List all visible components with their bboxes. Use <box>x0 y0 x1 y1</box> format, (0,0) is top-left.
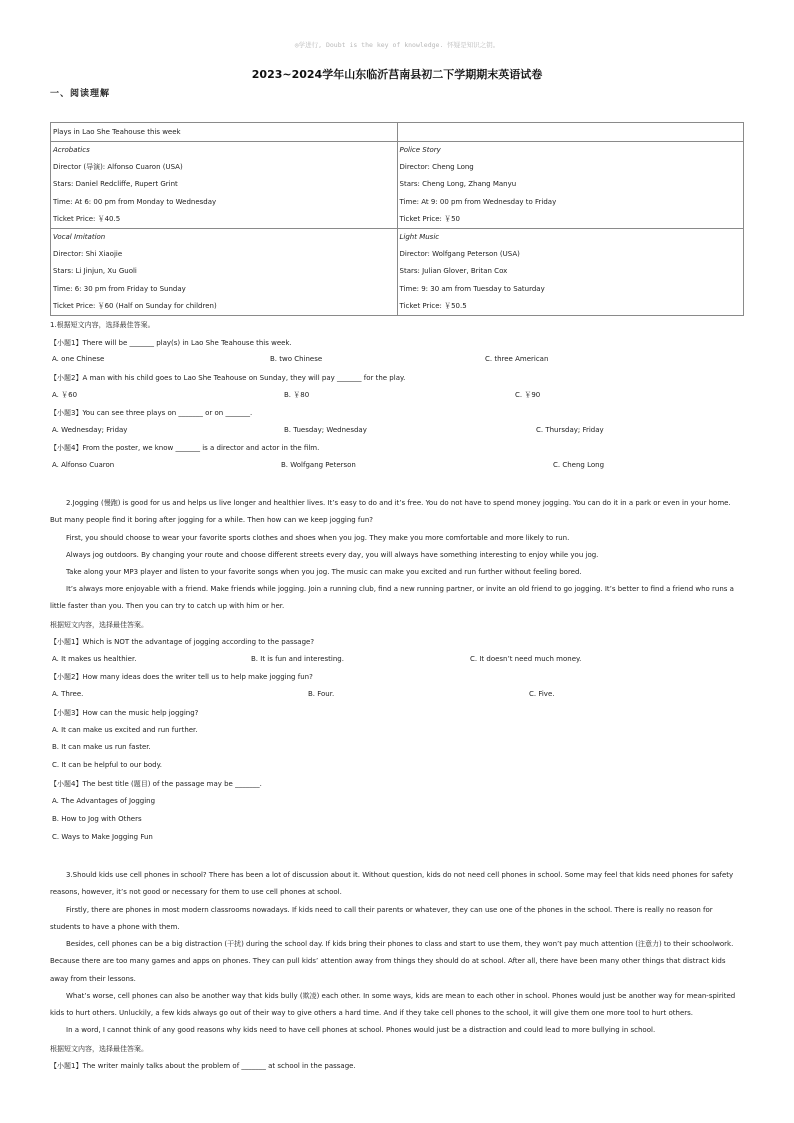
plays-table <box>50 122 744 316</box>
question-intro: 1.根据短文内容，选择最佳答案。 <box>50 321 155 329</box>
option-c[interactable]: C. Ways to Make Jogging Fun <box>52 833 153 841</box>
option-b[interactable]: B. Wolfgang Peterson <box>281 461 356 469</box>
option-c[interactable]: C. It can be helpful to our body. <box>52 761 162 769</box>
play-director: Director: Shi Xiaojie <box>53 250 123 259</box>
passage-paragraph: First, you should choose to wear your favorite sports clothes and shoes when you jog. They make you more comfortable and more likely to run. <box>66 534 570 542</box>
table-header-cell <box>51 123 398 142</box>
option-c[interactable]: C. Five. <box>529 690 555 698</box>
play-director: Director: Wolfgang Peterson (USA) <box>399 250 520 259</box>
play-stars: Stars: Julian Glover, Britan Cox <box>399 267 508 276</box>
option-c[interactable]: C. Cheng Long <box>553 461 605 469</box>
play-director: Director: Cheng Long <box>399 163 474 172</box>
play-stars: Stars: Daniel Redcliffe, Rupert Grint <box>53 180 178 189</box>
option-c[interactable]: C. Thursday; Friday <box>536 426 604 434</box>
play-name: Acrobatics <box>53 146 90 154</box>
play-name: Light Music <box>399 232 440 241</box>
question-intro: 根据短文内容，选择最佳答案。 <box>50 621 148 629</box>
table-header-text: Plays in Lao She Teahouse this week <box>53 128 181 136</box>
option-a[interactable]: A. one Chinese <box>52 355 105 363</box>
play-cell-vocal-imitation <box>51 228 398 315</box>
subquestion-stem: 【小题3】How can the music help jogging? <box>50 709 199 717</box>
option-b[interactable]: B. It can make us run faster. <box>52 743 151 751</box>
subquestion-stem: 【小题2】A man with his child goes to Lao She Teahouse on Sunday, they will pay _______ for the play. <box>50 374 406 382</box>
option-c[interactable]: C. It doesn’t need much money. <box>470 655 582 663</box>
page-title: 2023~2024学年山东临沂莒南县初二下学期期末英语试卷 <box>251 68 543 81</box>
play-price: Ticket Price: ￥50.5 <box>399 301 467 310</box>
play-cell-acrobatics <box>51 142 398 229</box>
option-a[interactable]: A. Wednesday; Friday <box>52 426 128 434</box>
option-a[interactable]: A. The Advantages of Jogging <box>52 797 156 805</box>
passage-paragraph: 3.Should kids use cell phones in school? There has been a lot of discussion about it. Without question, kids do not need cell phones in school. Some may feel that kids need phones for safety reasons, however, it’s not good or necessary for them to use cell phones at school. <box>50 871 734 897</box>
passage-paragraph: It’s always more enjoyable with a friend. Make friends while jogging. Join a running club, find a new running partner, or invite an old friend to go jogging. It’s better to find a friend who runs a little faster than you. Then you can try to catch up with him or her. <box>50 585 734 611</box>
subquestion-stem: 【小题2】How many ideas does the writer tell us to help make jogging fun? <box>50 673 313 681</box>
passage-paragraph: 2.Jogging (慢跑) is good for us and helps us live longer and healthier lives. It’s easy to do and it’s free. You do not have to spend money jogging. You can do it in a park or even in your home. But many people find it boring after jogging for a while. Then how can we keep jogging fun? <box>50 499 731 525</box>
option-a[interactable]: A. It can make us excited and run further. <box>52 726 198 734</box>
option-c[interactable]: C. ￥90 <box>515 391 541 399</box>
play-name: Vocal Imitation <box>53 232 106 241</box>
subquestion-stem: 【小题3】You can see three plays on _______ or on _______. <box>50 409 253 417</box>
play-price: Ticket Price: ￥60 (Half on Sunday for children) <box>53 301 217 310</box>
option-b[interactable]: B. How to Jog with Others <box>52 815 142 823</box>
passage-paragraph: Firstly, there are phones in most modern classrooms nowadays. If kids need to call their parents or whatever, they can use one of the phones in the school. There is really no reason for students to have a phone with them. <box>50 906 713 932</box>
subquestion-stem: 【小题1】Which is NOT the advantage of jogging according to the passage? <box>50 638 315 646</box>
option-c[interactable]: C. three American <box>485 355 549 363</box>
play-director: Director (导演): Alfonso Cuaron (USA) <box>53 163 183 172</box>
passage-paragraph: What’s worse, cell phones can also be another way that kids bully (欺凌) each other. In some ways, kids are mean to each other in school. Phones would just be another way for mean-spirited kids to hurt others. Unluckily, a few kids always go out of their way to give others a hard time. And if they take cell phones to the school, it will give them one more tool to hurt others. <box>50 992 736 1018</box>
option-b[interactable]: B. Four. <box>308 690 335 698</box>
passage-paragraph: Take along your MP3 player and listen to your favorite songs when you jog. The music can make you excited and run further without feeling bored. <box>66 568 582 576</box>
option-b[interactable]: B. Tuesday; Wednesday <box>284 426 367 434</box>
play-time: Time: At 6: 00 pm from Monday to Wednesday <box>53 197 217 206</box>
option-a[interactable]: A. Alfonso Cuaron <box>52 461 115 469</box>
subquestion-stem: 【小题1】The writer mainly talks about the problem of _______ at school in the passage. <box>50 1062 356 1070</box>
play-stars: Stars: Cheng Long, Zhang Manyu <box>399 180 517 189</box>
option-a[interactable]: A. ￥60 <box>52 391 78 399</box>
play-name: Police Story <box>399 146 441 154</box>
table-header-empty-cell <box>397 123 744 142</box>
passage-paragraph: Always jog outdoors. By changing your route and choose different streets every day, you will always have something interesting to enjoy while you jog. <box>66 551 599 559</box>
play-time: Time: At 9: 00 pm from Wednesday to Friday <box>399 197 557 206</box>
play-price: Ticket Price: ￥50 <box>399 214 461 223</box>
play-cell-light-music <box>397 228 744 315</box>
play-time: Time: 6: 30 pm from Friday to Sunday <box>53 284 186 293</box>
subquestion-stem: 【小题4】The best title (题目) of the passage may be _______. <box>50 780 262 788</box>
option-a[interactable]: A. Three. <box>52 690 84 698</box>
question-intro: 根据短文内容，选择最佳答案。 <box>50 1045 148 1053</box>
section-heading: 一、阅读理解 <box>50 89 111 99</box>
option-b[interactable]: B. It is fun and interesting. <box>251 655 344 663</box>
option-b[interactable]: B. two Chinese <box>270 355 323 363</box>
passage-paragraph: In a word, I cannot think of any good reasons why kids need to have cell phones at school. Phones would just be a distraction and could lead to more bullying in school. <box>66 1026 656 1034</box>
option-a[interactable]: A. It makes us healthier. <box>52 655 137 663</box>
watermark: ◎学进行, Doubt is the key of knowledge. 怀疑是知识之钥。 <box>294 41 500 49</box>
passage-paragraph: Besides, cell phones can be a big distraction (干扰) during the school day. If kids bring their phones to class and start to use them, they won’t pay much attention (注意力) to their schoolwork. Because there are too many games and apps on phones. They can pull kids’ attention away from things they should do at school. After all, there have been many other things that distract kids away from their lessons. <box>50 940 734 983</box>
option-b[interactable]: B. ￥80 <box>284 391 310 399</box>
subquestion-stem: 【小题1】There will be _______ play(s) in Lao She Teahouse this week. <box>50 339 292 347</box>
play-cell-police-story <box>397 142 744 229</box>
play-stars: Stars: Li Jinjun, Xu Guoli <box>53 267 137 276</box>
play-time: Time: 9: 30 am from Tuesday to Saturday <box>399 284 545 293</box>
subquestion-stem: 【小题4】From the poster, we know _______ is a director and actor in the film. <box>50 444 320 452</box>
play-price: Ticket Price: ￥40.5 <box>53 214 121 223</box>
